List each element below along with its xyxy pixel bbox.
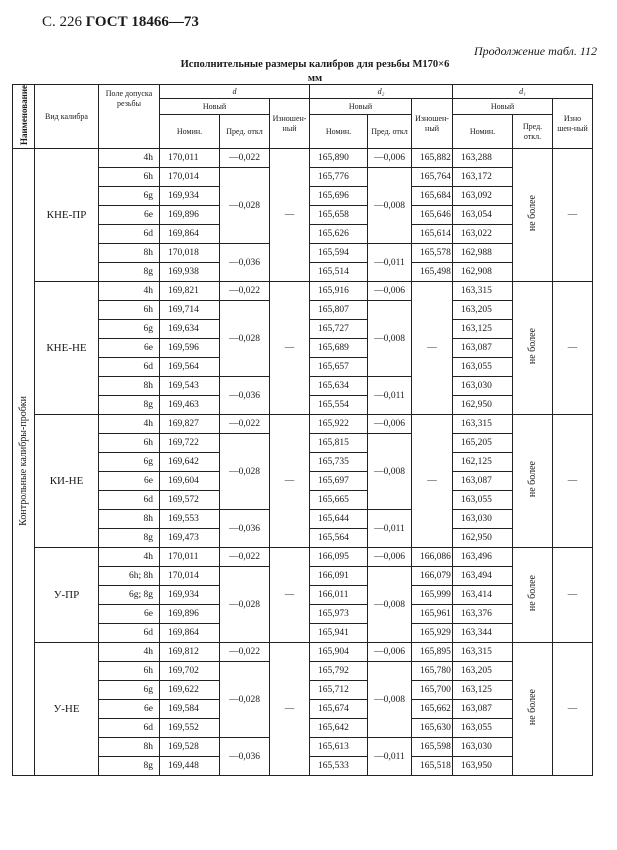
d-worn-header: Изношен-ный xyxy=(270,99,310,149)
table-body xyxy=(13,149,593,776)
d-nominal-cell: 169,864 xyxy=(160,225,220,244)
d-nominal-cell: 169,584 xyxy=(160,700,220,719)
d2-nominal-cell: 165,658 xyxy=(310,206,368,225)
d-nominal-cell: 169,896 xyxy=(160,605,220,624)
tolerance-cell: 8g xyxy=(99,263,160,282)
tolerance-cell: 6e xyxy=(99,206,160,225)
tolerance-cell: 8h xyxy=(99,244,160,263)
d2-deviation-cell: —0,006 xyxy=(368,548,412,567)
d-deviation-cell: —0,036 xyxy=(220,244,270,282)
d-nominal-cell: 169,553 xyxy=(160,510,220,529)
tolerance-cell: 6d xyxy=(99,491,160,510)
tolerance-cell: 6d xyxy=(99,225,160,244)
d2-worn-cell: 165,598 xyxy=(412,738,453,757)
d1-nominal-cell: 163,315 xyxy=(453,282,513,301)
d2-nominal-cell: 165,613 xyxy=(310,738,368,757)
tolerance-cell: 4h xyxy=(99,282,160,301)
tolerance-cell: 4h xyxy=(99,149,160,168)
tolerance-cell: 6d xyxy=(99,358,160,377)
d1-nominal-cell: 163,022 xyxy=(453,225,513,244)
d2-worn-cell: 165,630 xyxy=(412,719,453,738)
table-row xyxy=(13,282,593,301)
d-nominal-cell: 170,011 xyxy=(160,149,220,168)
d2-nominal-cell: 166,091 xyxy=(310,567,368,586)
d2-worn-cell: 165,662 xyxy=(412,700,453,719)
d-nominal-cell: 169,564 xyxy=(160,358,220,377)
d1-nominal-cell: 163,496 xyxy=(453,548,513,567)
tolerance-cell: 6e xyxy=(99,700,160,719)
d2-nominal-cell: 165,634 xyxy=(310,377,368,396)
d1-worn-cell: — xyxy=(553,415,593,548)
d1-nominal-cell: 163,087 xyxy=(453,339,513,358)
d2-nominal-cell: 166,095 xyxy=(310,548,368,567)
d1-nominal-cell: 165,205 xyxy=(453,434,513,453)
d-nominal-cell: 169,473 xyxy=(160,529,220,548)
d-nominal-cell: 170,014 xyxy=(160,168,220,187)
d-nominal-cell: 169,864 xyxy=(160,624,220,643)
d-deviation-header: Пред. откл xyxy=(220,115,270,149)
d1-nominal-cell: 162,125 xyxy=(453,453,513,472)
gauge-kind: У-ПР xyxy=(35,548,99,643)
d-nominal-cell: 169,596 xyxy=(160,339,220,358)
d-nominal-cell: 169,812 xyxy=(160,643,220,662)
d2-deviation-cell: —0,006 xyxy=(368,415,412,434)
d1-nominal-cell: 163,030 xyxy=(453,377,513,396)
d-nominal-cell: 169,604 xyxy=(160,472,220,491)
tolerance-cell: 6d xyxy=(99,719,160,738)
d2-nominal-cell: 165,735 xyxy=(310,453,368,472)
d1-nominal-header: Номин. xyxy=(453,115,513,149)
d-worn-cell: — xyxy=(270,548,310,643)
d1-nominal-cell: 163,414 xyxy=(453,586,513,605)
d2-new-header: Новый xyxy=(310,99,412,115)
d2-nominal-cell: 165,807 xyxy=(310,301,368,320)
d-deviation-cell: —0,028 xyxy=(220,662,270,738)
gauge-kind: КНЕ-ПР xyxy=(35,149,99,282)
d2-deviation-cell: —0,008 xyxy=(368,301,412,377)
d1-worn-cell: — xyxy=(553,548,593,643)
d2-nominal-cell: 165,922 xyxy=(310,415,368,434)
d1-nominal-cell: 162,988 xyxy=(453,244,513,263)
d2-worn-cell: 165,961 xyxy=(412,605,453,624)
d-nominal-cell: 169,938 xyxy=(160,263,220,282)
d-deviation-cell: —0,036 xyxy=(220,377,270,415)
table-continuation: Продолжение табл. 112 xyxy=(473,44,597,58)
tolerance-cell: 8g xyxy=(99,529,160,548)
d2-deviation-cell: —0,008 xyxy=(368,567,412,643)
d1-worn-cell: — xyxy=(553,643,593,776)
standard-code: ГОСТ 18466—73 xyxy=(85,14,199,30)
page-number: С. 226 xyxy=(42,14,83,30)
d2-worn-cell: 165,646 xyxy=(412,206,453,225)
gauge-kind: КНЕ-НЕ xyxy=(35,282,99,415)
gauge-kind: У-НЕ xyxy=(35,643,99,776)
not-more-label: не более xyxy=(527,328,539,365)
d1-nominal-cell: 163,125 xyxy=(453,681,513,700)
d-deviation-cell: —0,028 xyxy=(220,567,270,643)
d2-nominal-cell: 166,011 xyxy=(310,586,368,605)
page-header xyxy=(42,14,199,31)
tolerance-cell: 6h xyxy=(99,301,160,320)
d1-nominal-cell: 163,030 xyxy=(453,738,513,757)
d-deviation-cell: —0,028 xyxy=(220,168,270,244)
table-row xyxy=(13,415,593,434)
d2-nominal-cell: 165,697 xyxy=(310,472,368,491)
d-deviation-cell: —0,036 xyxy=(220,738,270,776)
d1-nominal-cell: 163,092 xyxy=(453,187,513,206)
d-new-header: Новый xyxy=(160,99,270,115)
d-nominal-cell: 169,821 xyxy=(160,282,220,301)
d2-worn-cell: 165,518 xyxy=(412,757,453,776)
tolerance-cell: 8g xyxy=(99,757,160,776)
d2-nominal-cell: 165,533 xyxy=(310,757,368,776)
not-more-label: не более xyxy=(527,195,539,232)
group-label-cell xyxy=(13,149,35,776)
col-d2-header: d₂ xyxy=(310,85,453,99)
d2-nominal-cell: 165,594 xyxy=(310,244,368,263)
d-nominal-cell: 169,934 xyxy=(160,187,220,206)
d1-nominal-cell: 163,205 xyxy=(453,301,513,320)
col-tolerance-header: Поле допуска резьбы xyxy=(99,85,160,149)
d-nominal-header: Номин. xyxy=(160,115,220,149)
not-more-label: не более xyxy=(527,575,539,612)
d-nominal-cell: 170,014 xyxy=(160,567,220,586)
d-nominal-cell: 169,543 xyxy=(160,377,220,396)
d2-worn-cell: 165,578 xyxy=(412,244,453,263)
d-nominal-cell: 169,642 xyxy=(160,453,220,472)
d2-worn-cell: 165,999 xyxy=(412,586,453,605)
tolerance-cell: 6e xyxy=(99,605,160,624)
d2-worn-cell: 165,929 xyxy=(412,624,453,643)
d-deviation-cell: —0,028 xyxy=(220,434,270,510)
table-row xyxy=(13,149,593,168)
d2-deviation-cell: —0,008 xyxy=(368,168,412,244)
d2-nominal-cell: 165,973 xyxy=(310,605,368,624)
d-nominal-cell: 169,896 xyxy=(160,206,220,225)
d1-nominal-cell: 163,125 xyxy=(453,320,513,339)
d2-nominal-cell: 165,564 xyxy=(310,529,368,548)
d2-worn-cell: 165,895 xyxy=(412,643,453,662)
d2-nominal-cell: 165,554 xyxy=(310,396,368,415)
d2-nominal-cell: 165,776 xyxy=(310,168,368,187)
d1-nominal-cell: 163,344 xyxy=(453,624,513,643)
d1-new-header: Новый xyxy=(453,99,553,115)
not-more-label: не более xyxy=(527,461,539,498)
d-worn-cell: — xyxy=(270,282,310,415)
d-worn-cell: — xyxy=(270,415,310,548)
d-nominal-cell: 169,448 xyxy=(160,757,220,776)
d-nominal-cell: 169,827 xyxy=(160,415,220,434)
d1-nominal-cell: 162,950 xyxy=(453,529,513,548)
tolerance-cell: 6g xyxy=(99,187,160,206)
d1-nominal-cell: 163,087 xyxy=(453,700,513,719)
d-worn-cell: — xyxy=(270,149,310,282)
d2-worn-cell: 166,086 xyxy=(412,548,453,567)
table-row xyxy=(13,643,593,662)
d1-nominal-cell: 163,205 xyxy=(453,662,513,681)
d-nominal-cell: 169,714 xyxy=(160,301,220,320)
d2-worn-cell: 165,780 xyxy=(412,662,453,681)
d-nominal-cell: 169,528 xyxy=(160,738,220,757)
d2-nominal-cell: 165,696 xyxy=(310,187,368,206)
d2-deviation-cell: —0,011 xyxy=(368,244,412,282)
d2-worn-cell: 165,684 xyxy=(412,187,453,206)
d2-deviation-cell: —0,008 xyxy=(368,434,412,510)
d-nominal-cell: 170,011 xyxy=(160,548,220,567)
d2-nominal-cell: 165,916 xyxy=(310,282,368,301)
gauge-kind: КИ-НЕ xyxy=(35,415,99,548)
d1-worn-cell: — xyxy=(553,282,593,415)
d1-worn-cell: — xyxy=(553,149,593,282)
d1-nominal-cell: 162,908 xyxy=(453,263,513,282)
d-nominal-cell: 169,622 xyxy=(160,681,220,700)
d2-nominal-cell: 165,665 xyxy=(310,491,368,510)
d2-worn-cell: 165,764 xyxy=(412,168,453,187)
d-nominal-cell: 169,552 xyxy=(160,719,220,738)
d1-nominal-cell: 163,087 xyxy=(453,472,513,491)
d2-worn-cell: 166,079 xyxy=(412,567,453,586)
d2-nominal-header: Номин. xyxy=(310,115,368,149)
tolerance-cell: 6h xyxy=(99,662,160,681)
d2-nominal-cell: 165,904 xyxy=(310,643,368,662)
d2-nominal-cell: 165,890 xyxy=(310,149,368,168)
col-d-header: d xyxy=(160,85,310,99)
d2-deviation-cell: —0,011 xyxy=(368,510,412,548)
tolerance-cell: 8h xyxy=(99,510,160,529)
col-kind-header: Вид калибра xyxy=(35,85,99,149)
not-more-cell xyxy=(513,643,553,776)
d-deviation-cell: —0,022 xyxy=(220,548,270,567)
d-deviation-cell: —0,028 xyxy=(220,301,270,377)
d1-nominal-cell: 163,315 xyxy=(453,643,513,662)
d2-nominal-cell: 165,712 xyxy=(310,681,368,700)
table-title-text: Исполнительные размеры калибров для резьбы М170×6 xyxy=(180,59,450,70)
d2-deviation-cell: —0,006 xyxy=(368,643,412,662)
tolerance-cell: 6d xyxy=(99,624,160,643)
d1-nominal-cell: 162,950 xyxy=(453,396,513,415)
d-deviation-cell: —0,022 xyxy=(220,282,270,301)
d2-deviation-cell: —0,006 xyxy=(368,149,412,168)
d2-nominal-cell: 165,727 xyxy=(310,320,368,339)
d-nominal-cell: 169,634 xyxy=(160,320,220,339)
d2-nominal-cell: 165,626 xyxy=(310,225,368,244)
d2-nominal-cell: 165,941 xyxy=(310,624,368,643)
d2-worn-cell: 165,498 xyxy=(412,263,453,282)
tolerance-cell: 4h xyxy=(99,415,160,434)
d-deviation-cell: —0,022 xyxy=(220,149,270,168)
tolerance-cell: 8g xyxy=(99,396,160,415)
d1-worn-header: Изно шен-ный xyxy=(553,99,593,149)
d1-deviation-header: Пред. откл. xyxy=(513,115,553,149)
d1-nominal-cell: 163,055 xyxy=(453,491,513,510)
d1-nominal-cell: 163,055 xyxy=(453,358,513,377)
d2-deviation-cell: —0,011 xyxy=(368,377,412,415)
d2-nominal-cell: 165,792 xyxy=(310,662,368,681)
d-deviation-cell: —0,022 xyxy=(220,415,270,434)
tolerance-cell: 6g xyxy=(99,681,160,700)
tolerance-cell: 6h; 8h xyxy=(99,567,160,586)
not-more-label: не более xyxy=(527,689,539,726)
d2-worn-cell: 165,614 xyxy=(412,225,453,244)
tolerance-cell: 8h xyxy=(99,738,160,757)
d-nominal-cell: 169,702 xyxy=(160,662,220,681)
d2-nominal-cell: 165,815 xyxy=(310,434,368,453)
not-more-cell xyxy=(513,415,553,548)
d1-nominal-cell: 163,172 xyxy=(453,168,513,187)
table-row xyxy=(13,548,593,567)
d2-nominal-cell: 165,674 xyxy=(310,700,368,719)
gauge-dimensions-table xyxy=(12,84,593,776)
table-unit: мм xyxy=(307,73,323,84)
tolerance-cell: 6h xyxy=(99,168,160,187)
d1-nominal-cell: 163,055 xyxy=(453,719,513,738)
tolerance-cell: 4h xyxy=(99,548,160,567)
group-label: Контрольные калибры-пробки xyxy=(18,395,29,526)
d-nominal-cell: 169,463 xyxy=(160,396,220,415)
table-title xyxy=(150,58,480,86)
d-worn-cell: — xyxy=(270,643,310,776)
d-deviation-cell: —0,022 xyxy=(220,643,270,662)
col-name-header: Наименование xyxy=(13,85,35,149)
d2-worn-cell: — xyxy=(412,282,453,415)
d-nominal-cell: 169,934 xyxy=(160,586,220,605)
d2-worn-cell: 165,882 xyxy=(412,149,453,168)
tolerance-cell: 4h xyxy=(99,643,160,662)
col-d1-header: d₁ xyxy=(453,85,593,99)
not-more-cell xyxy=(513,548,553,643)
d-deviation-cell: —0,036 xyxy=(220,510,270,548)
d2-deviation-header: Пред. откл xyxy=(368,115,412,149)
d2-worn-cell: — xyxy=(412,415,453,548)
tolerance-cell: 6e xyxy=(99,472,160,491)
d2-worn-cell: 165,700 xyxy=(412,681,453,700)
d1-nominal-cell: 163,030 xyxy=(453,510,513,529)
d1-nominal-cell: 163,288 xyxy=(453,149,513,168)
d1-nominal-cell: 163,054 xyxy=(453,206,513,225)
d2-nominal-cell: 165,657 xyxy=(310,358,368,377)
d-nominal-cell: 170,018 xyxy=(160,244,220,263)
not-more-cell xyxy=(513,282,553,415)
tolerance-cell: 6g xyxy=(99,320,160,339)
d-nominal-cell: 169,722 xyxy=(160,434,220,453)
d2-nominal-cell: 165,689 xyxy=(310,339,368,358)
d2-nominal-cell: 165,644 xyxy=(310,510,368,529)
d2-nominal-cell: 165,642 xyxy=(310,719,368,738)
d-nominal-cell: 169,572 xyxy=(160,491,220,510)
tolerance-cell: 6e xyxy=(99,339,160,358)
d1-nominal-cell: 163,950 xyxy=(453,757,513,776)
d2-deviation-cell: —0,011 xyxy=(368,738,412,776)
tolerance-cell: 6h xyxy=(99,434,160,453)
d2-deviation-cell: —0,006 xyxy=(368,282,412,301)
not-more-cell xyxy=(513,149,553,282)
tolerance-cell: 6g xyxy=(99,453,160,472)
d1-nominal-cell: 163,315 xyxy=(453,415,513,434)
tolerance-cell: 6g; 8g xyxy=(99,586,160,605)
d1-nominal-cell: 163,376 xyxy=(453,605,513,624)
d1-nominal-cell: 163,494 xyxy=(453,567,513,586)
d2-nominal-cell: 165,514 xyxy=(310,263,368,282)
d2-deviation-cell: —0,008 xyxy=(368,662,412,738)
tolerance-cell: 8h xyxy=(99,377,160,396)
d2-worn-header: Изношен-ный xyxy=(412,99,453,149)
